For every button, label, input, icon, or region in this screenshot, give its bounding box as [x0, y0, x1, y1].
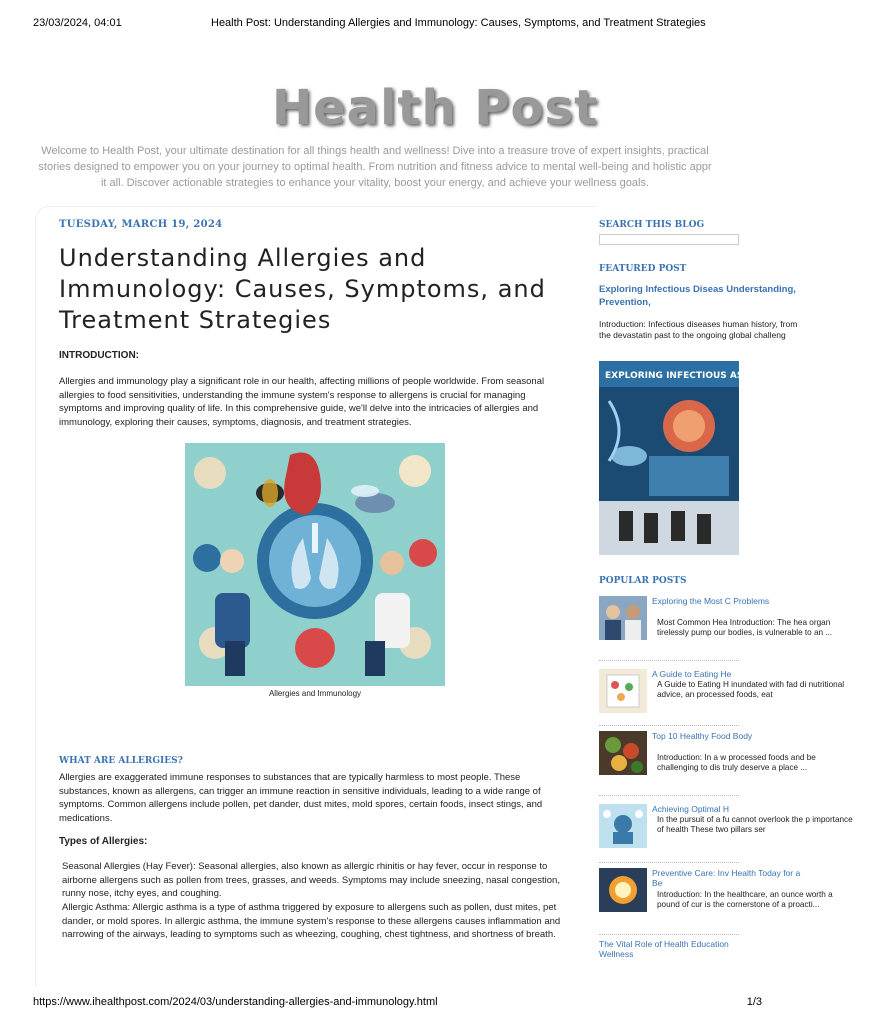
popular-post-title[interactable]: Preventive Care: Inv Health Today for a Be [652, 868, 801, 888]
intro-heading: INTRODUCTION: [59, 350, 139, 361]
featured-post-title[interactable]: Exploring Infectious Diseas Understanding, Prevention, [599, 284, 796, 308]
section-heading-what-are-allergies: WHAT ARE ALLERGIES? [59, 756, 183, 766]
divider [599, 862, 739, 863]
print-page-number: 1/3 [746, 996, 762, 1008]
image-caption: Allergies and Immunology [268, 689, 362, 698]
divider [599, 795, 739, 796]
post-title: Understanding Allergies and Immunology: Causes, Symptoms, and Treatment Strategies [59, 244, 546, 334]
popular-post-snippet: Most Common Hea Introduction: The hea organ tirelessly pump our bodies, is vulnerable to an ... [657, 618, 833, 637]
allergic-asthma-paragraph: Allergic Asthma: Allergic asthma is a type of asthma triggered by exposure to allergens such as pollen, dust mites, pet dander, or mold spores. In allergic asthma, the immune system's response to these allergens causes inflammation and narrowing of the airways, leading to symptoms such as wheezing, coughing, chest tightness, and shortness of breath. [62, 902, 561, 941]
blog-description-line: Welcome to Health Post, your ultimate destination for all things health and wellness! Dive into a treasure trove of expert insights, practical [41, 145, 709, 157]
print-page-title: Health Post: Understanding Allergies and Immunology: Causes, Symptoms, and Treatment Strategies [211, 17, 706, 29]
types-heading: Types of Allergies: [59, 836, 148, 847]
featured-image-graphic [599, 361, 744, 555]
popular-post-title[interactable]: Achieving Optimal H [652, 804, 730, 814]
blog-title[interactable]: Health Post [271, 80, 599, 136]
featured-image-text: EXPLORING INFECTIOUS AS [605, 371, 744, 381]
print-date: 23/03/2024, 04:01 [33, 17, 122, 29]
popular-post-snippet: In the pursuit of a fu cannot overlook the p importance of health These two pillars ser [657, 815, 853, 834]
featured-post-image[interactable] [599, 361, 744, 555]
popular-post-snippet: Introduction: In a w processed foods and be challenging to dis truly deserve a place ... [657, 753, 816, 772]
divider [599, 725, 739, 726]
blog-description-line: it all. Discover actionable strategies to enhance your vitality, boost your energy, and achieve your wellness goals. [100, 177, 650, 189]
search-input[interactable] [599, 234, 739, 245]
divider [599, 934, 739, 935]
allergies-immunology-illustration[interactable] [185, 443, 445, 686]
popular-post-title[interactable]: A Guide to Eating He [652, 669, 732, 679]
seasonal-allergies-paragraph: Seasonal Allergies (Hay Fever): Seasonal allergies, also known as allergic rhinitis or hay fever, occur in response to airborne allergens such as pollen from trees, grasses, and weeds. Symptoms may include sneezing, nasal congestion, runny nose, itchy eyes, and coughing. [62, 861, 560, 900]
blog-description [20, 143, 730, 191]
print-url: https://www.ihealthpost.com/2024/03/understanding-allergies-and-immunology.html [33, 996, 438, 1008]
featured-post-snippet: Introduction: Infectious diseases human history, from the devastatin past to the ongoing global challeng [599, 319, 798, 340]
popular-post-title[interactable]: Exploring the Most C Problems [652, 596, 770, 606]
intro-paragraph: Allergies and immunology play a significant role in our health, affecting millions of people worldwide. From seasonal allergies to food sensitivities, understanding the immune system's response to allergens is crucial for managing symptoms and improving quality of life. In this comprehensive guide, we'll delve into the intricacies of allergies and immunology, exploring their causes, symptoms, diagnosis, and treatment strategies. [59, 376, 545, 428]
divider [599, 660, 739, 661]
popular-post-title[interactable]: The Vital Role of Health Education Wellness [599, 939, 729, 959]
sidebar [599, 206, 853, 976]
popular-post-title[interactable]: Top 10 Healthy Food Body [652, 731, 753, 741]
illustration-graphic [185, 443, 445, 686]
allergies-paragraph: Allergies are exaggerated immune responses to substances that are typically harmless to most people. These substances, known as allergens, can trigger an immune reaction in sensitive individuals, leading to a wide range of symptoms. Common allergens include pollen, pet dander, dust mites, mold spores, certain foods, insect stings, and medications. [59, 772, 543, 824]
blog-description-line: stories designed to empower you on your journey to optimal health. From nutrition and fitness advice to mental well-being and holistic appr [38, 161, 712, 173]
featured-heading: FEATURED POST [599, 264, 687, 274]
popular-post-snippet: Introduction: In the healthcare, an ounce worth a pound of cur is the cornerstone of a proacti... [657, 890, 833, 909]
post-date: TUESDAY, MARCH 19, 2024 [59, 219, 223, 230]
popular-post-snippet: A Guide to Eating H inundated with fad di nutritional advice, an processed foods, eat [657, 680, 845, 699]
popular-heading: POPULAR POSTS [599, 576, 687, 586]
search-heading: SEARCH THIS BLOG [599, 220, 705, 230]
